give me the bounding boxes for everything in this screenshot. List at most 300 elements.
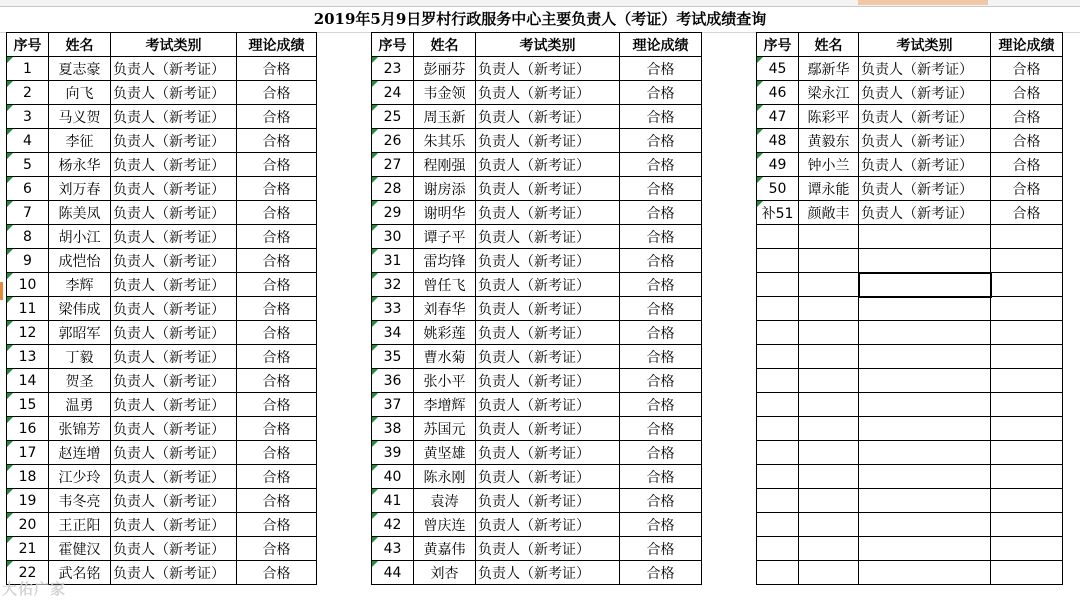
empty-cell[interactable] xyxy=(757,465,799,489)
row-number[interactable] xyxy=(372,561,414,585)
empty-cell[interactable] xyxy=(799,273,859,297)
row-number[interactable] xyxy=(7,465,49,489)
empty-cell[interactable] xyxy=(991,273,1063,297)
row-score[interactable]: 合格 xyxy=(237,561,317,585)
empty-cell[interactable] xyxy=(859,345,991,369)
row-score[interactable]: 合格 xyxy=(620,297,702,321)
row-name[interactable]: 陈彩平 xyxy=(799,105,859,129)
row-score[interactable]: 合格 xyxy=(620,57,702,81)
table-row[interactable] xyxy=(7,297,317,321)
row-name[interactable]: 杨永华 xyxy=(49,153,111,177)
empty-cell[interactable] xyxy=(757,537,799,561)
row-score[interactable]: 合格 xyxy=(237,489,317,513)
row-score[interactable]: 合格 xyxy=(237,57,317,81)
row-score[interactable]: 合格 xyxy=(237,153,317,177)
row-score[interactable]: 合格 xyxy=(237,465,317,489)
header-score[interactable]: 理论成绩 xyxy=(237,33,317,57)
table-row[interactable] xyxy=(372,513,702,537)
row-name[interactable]: 曾任飞 xyxy=(414,273,476,297)
row-number[interactable] xyxy=(7,537,49,561)
table-row[interactable] xyxy=(7,105,317,129)
row-number[interactable] xyxy=(7,441,49,465)
empty-cell[interactable] xyxy=(757,297,799,321)
empty-cell[interactable] xyxy=(991,537,1063,561)
empty-cell[interactable] xyxy=(799,321,859,345)
row-name[interactable]: 成恺怡 xyxy=(49,249,111,273)
row-score[interactable]: 合格 xyxy=(620,465,702,489)
row-exam-type[interactable]: 负责人（新考证） xyxy=(476,249,620,273)
row-exam-type[interactable]: 负责人（新考证） xyxy=(111,225,237,249)
header-exam-type[interactable]: 考试类别 xyxy=(476,33,620,57)
empty-cell[interactable] xyxy=(859,321,991,345)
row-name[interactable]: 程刚强 xyxy=(414,153,476,177)
row-exam-type[interactable]: 负责人（新考证） xyxy=(476,441,620,465)
row-name[interactable]: 谭子平 xyxy=(414,225,476,249)
table-row[interactable] xyxy=(7,201,317,225)
row-exam-type[interactable]: 负责人（新考证） xyxy=(111,105,237,129)
row-name[interactable]: 苏国元 xyxy=(414,417,476,441)
table-row[interactable] xyxy=(372,345,702,369)
row-exam-type[interactable]: 负责人（新考证） xyxy=(111,393,237,417)
empty-cell[interactable] xyxy=(799,393,859,417)
row-exam-type[interactable]: 负责人（新考证） xyxy=(476,537,620,561)
row-score[interactable]: 合格 xyxy=(620,249,702,273)
row-score[interactable]: 合格 xyxy=(620,153,702,177)
row-exam-type[interactable]: 负责人（新考证） xyxy=(476,81,620,105)
header-score[interactable]: 理论成绩 xyxy=(620,33,702,57)
row-name[interactable]: 张小平 xyxy=(414,369,476,393)
row-name[interactable]: 谢明华 xyxy=(414,201,476,225)
header-name[interactable]: 姓名 xyxy=(799,33,859,57)
table-row[interactable] xyxy=(757,153,1063,177)
table-row[interactable] xyxy=(7,393,317,417)
row-name[interactable]: 曹水菊 xyxy=(414,345,476,369)
row-name[interactable]: 韦金领 xyxy=(414,81,476,105)
table-row[interactable] xyxy=(372,489,702,513)
empty-cell[interactable] xyxy=(799,345,859,369)
row-number[interactable] xyxy=(7,177,49,201)
row-name[interactable]: 曾庆连 xyxy=(414,513,476,537)
header-no[interactable]: 序号 xyxy=(372,33,414,57)
empty-cell[interactable] xyxy=(757,369,799,393)
row-name[interactable]: 陈美凤 xyxy=(49,201,111,225)
row-exam-type[interactable]: 负责人（新考证） xyxy=(476,225,620,249)
row-score[interactable]: 合格 xyxy=(237,273,317,297)
row-name[interactable]: 武名铭 xyxy=(49,561,111,585)
table-row[interactable] xyxy=(372,201,702,225)
row-exam-type[interactable]: 负责人（新考证） xyxy=(476,345,620,369)
row-name[interactable]: 谢房添 xyxy=(414,177,476,201)
row-number[interactable] xyxy=(372,345,414,369)
table-row[interactable] xyxy=(372,57,702,81)
empty-cell[interactable] xyxy=(859,537,991,561)
header-no[interactable]: 序号 xyxy=(7,33,49,57)
empty-cell[interactable] xyxy=(799,561,859,585)
empty-cell[interactable] xyxy=(799,513,859,537)
row-exam-type[interactable]: 负责人（新考证） xyxy=(476,321,620,345)
row-score[interactable]: 合格 xyxy=(237,105,317,129)
row-score[interactable]: 合格 xyxy=(237,513,317,537)
row-exam-type[interactable]: 负责人（新考证） xyxy=(859,153,991,177)
empty-cell[interactable] xyxy=(991,297,1063,321)
empty-cell[interactable] xyxy=(991,489,1063,513)
table-row[interactable] xyxy=(7,249,317,273)
row-score[interactable]: 合格 xyxy=(620,441,702,465)
row-name[interactable]: 朱其乐 xyxy=(414,129,476,153)
row-name[interactable]: 彭丽芬 xyxy=(414,57,476,81)
empty-cell[interactable] xyxy=(757,441,799,465)
empty-cell[interactable] xyxy=(799,417,859,441)
table-row[interactable] xyxy=(757,177,1063,201)
empty-cell[interactable] xyxy=(859,393,991,417)
row-number[interactable] xyxy=(372,489,414,513)
row-exam-type[interactable]: 负责人（新考证） xyxy=(476,129,620,153)
empty-cell[interactable] xyxy=(991,465,1063,489)
row-name[interactable]: 梁永江 xyxy=(799,81,859,105)
empty-cell[interactable] xyxy=(799,465,859,489)
table-row[interactable] xyxy=(372,417,702,441)
empty-cell[interactable] xyxy=(799,297,859,321)
table-row[interactable] xyxy=(7,81,317,105)
row-score[interactable]: 合格 xyxy=(991,153,1063,177)
empty-cell[interactable] xyxy=(991,249,1063,273)
row-number[interactable] xyxy=(372,249,414,273)
empty-cell[interactable] xyxy=(799,489,859,513)
row-name[interactable]: 温勇 xyxy=(49,393,111,417)
table-row[interactable] xyxy=(372,177,702,201)
table-row[interactable] xyxy=(7,345,317,369)
table-row[interactable] xyxy=(372,561,702,585)
empty-cell[interactable] xyxy=(991,225,1063,249)
row-score[interactable]: 合格 xyxy=(620,417,702,441)
row-exam-type[interactable]: 负责人（新考证） xyxy=(111,177,237,201)
empty-cell[interactable] xyxy=(859,441,991,465)
table-row[interactable] xyxy=(372,321,702,345)
row-score[interactable]: 合格 xyxy=(237,177,317,201)
empty-cell[interactable] xyxy=(757,561,799,585)
table-row[interactable] xyxy=(7,177,317,201)
row-exam-type[interactable]: 负责人（新考证） xyxy=(859,105,991,129)
row-score[interactable]: 合格 xyxy=(620,105,702,129)
row-score[interactable]: 合格 xyxy=(620,345,702,369)
row-number[interactable] xyxy=(7,249,49,273)
row-exam-type[interactable]: 负责人（新考证） xyxy=(476,561,620,585)
row-score[interactable]: 合格 xyxy=(237,297,317,321)
empty-cell[interactable] xyxy=(799,537,859,561)
table-row[interactable] xyxy=(757,201,1063,225)
header-score[interactable]: 理论成绩 xyxy=(991,33,1063,57)
row-score[interactable]: 合格 xyxy=(237,249,317,273)
empty-cell[interactable] xyxy=(757,321,799,345)
row-number[interactable] xyxy=(372,225,414,249)
empty-cell[interactable] xyxy=(799,369,859,393)
row-number[interactable] xyxy=(372,417,414,441)
table-row[interactable] xyxy=(7,57,317,81)
table-row[interactable] xyxy=(372,393,702,417)
row-score[interactable]: 合格 xyxy=(620,129,702,153)
row-exam-type[interactable]: 负责人（新考证） xyxy=(111,441,237,465)
row-score[interactable]: 合格 xyxy=(620,321,702,345)
row-exam-type[interactable]: 负责人（新考证） xyxy=(476,465,620,489)
row-exam-type[interactable]: 负责人（新考证） xyxy=(111,513,237,537)
table-row[interactable] xyxy=(372,297,702,321)
empty-cell[interactable] xyxy=(859,225,991,249)
empty-cell[interactable] xyxy=(859,297,991,321)
row-score[interactable]: 合格 xyxy=(237,81,317,105)
row-name[interactable]: 胡小江 xyxy=(49,225,111,249)
row-number[interactable] xyxy=(757,177,799,201)
row-name[interactable]: 张锦芳 xyxy=(49,417,111,441)
row-name[interactable]: 黄毅东 xyxy=(799,129,859,153)
row-name[interactable]: 郭昭军 xyxy=(49,321,111,345)
table-row[interactable] xyxy=(7,489,317,513)
row-number[interactable] xyxy=(372,321,414,345)
row-score[interactable]: 合格 xyxy=(991,105,1063,129)
row-name[interactable]: 李征 xyxy=(49,129,111,153)
row-name[interactable]: 韦冬亮 xyxy=(49,489,111,513)
table-row[interactable] xyxy=(757,81,1063,105)
row-exam-type[interactable]: 负责人（新考证） xyxy=(859,177,991,201)
row-name[interactable]: 刘春华 xyxy=(414,297,476,321)
row-name[interactable]: 雷均锋 xyxy=(414,249,476,273)
row-name[interactable]: 黄坚雄 xyxy=(414,441,476,465)
row-exam-type[interactable]: 负责人（新考证） xyxy=(476,273,620,297)
row-name[interactable]: 姚彩莲 xyxy=(414,321,476,345)
empty-cell[interactable] xyxy=(757,393,799,417)
row-score[interactable]: 合格 xyxy=(620,201,702,225)
row-exam-type[interactable]: 负责人（新考证） xyxy=(111,489,237,513)
table-row[interactable] xyxy=(7,513,317,537)
row-score[interactable]: 合格 xyxy=(991,201,1063,225)
empty-cell[interactable] xyxy=(757,273,799,297)
empty-cell[interactable] xyxy=(799,249,859,273)
row-number[interactable] xyxy=(757,105,799,129)
row-name[interactable]: 丁毅 xyxy=(49,345,111,369)
header-exam-type[interactable]: 考试类别 xyxy=(859,33,991,57)
row-number[interactable] xyxy=(372,369,414,393)
header-name[interactable]: 姓名 xyxy=(414,33,476,57)
row-exam-type[interactable]: 负责人（新考证） xyxy=(859,201,991,225)
row-exam-type[interactable]: 负责人（新考证） xyxy=(111,561,237,585)
row-score[interactable]: 合格 xyxy=(237,417,317,441)
row-number[interactable] xyxy=(372,441,414,465)
header-no[interactable]: 序号 xyxy=(757,33,799,57)
row-name[interactable]: 陈永刚 xyxy=(414,465,476,489)
row-name[interactable]: 周玉新 xyxy=(414,105,476,129)
table-row[interactable] xyxy=(372,369,702,393)
row-exam-type[interactable]: 负责人（新考证） xyxy=(859,57,991,81)
row-score[interactable]: 合格 xyxy=(620,393,702,417)
row-score[interactable]: 合格 xyxy=(620,489,702,513)
row-score[interactable]: 合格 xyxy=(237,393,317,417)
row-name[interactable]: 刘杏 xyxy=(414,561,476,585)
row-number[interactable] xyxy=(757,153,799,177)
row-score[interactable]: 合格 xyxy=(237,537,317,561)
row-exam-type[interactable]: 负责人（新考证） xyxy=(111,369,237,393)
row-number[interactable] xyxy=(7,105,49,129)
table-row[interactable] xyxy=(7,537,317,561)
table-row[interactable] xyxy=(7,153,317,177)
row-number[interactable] xyxy=(372,537,414,561)
row-number[interactable] xyxy=(372,513,414,537)
row-exam-type[interactable]: 负责人（新考证） xyxy=(476,393,620,417)
empty-cell[interactable] xyxy=(859,369,991,393)
row-score[interactable]: 合格 xyxy=(237,441,317,465)
row-name[interactable]: 王正阳 xyxy=(49,513,111,537)
row-exam-type[interactable]: 负责人（新考证） xyxy=(859,81,991,105)
empty-cell[interactable] xyxy=(859,249,991,273)
empty-cell[interactable] xyxy=(757,345,799,369)
row-exam-type[interactable]: 负责人（新考证） xyxy=(476,177,620,201)
empty-cell[interactable] xyxy=(799,225,859,249)
header-exam-type[interactable]: 考试类别 xyxy=(111,33,237,57)
row-exam-type[interactable]: 负责人（新考证） xyxy=(111,153,237,177)
row-name[interactable]: 李增辉 xyxy=(414,393,476,417)
table-row[interactable] xyxy=(372,81,702,105)
empty-cell[interactable] xyxy=(991,561,1063,585)
empty-cell[interactable] xyxy=(859,513,991,537)
row-exam-type[interactable]: 负责人（新考证） xyxy=(111,201,237,225)
row-number[interactable] xyxy=(757,81,799,105)
row-name[interactable]: 刘万春 xyxy=(49,177,111,201)
row-number[interactable] xyxy=(372,465,414,489)
row-score[interactable]: 合格 xyxy=(991,57,1063,81)
table-row[interactable] xyxy=(372,153,702,177)
row-score[interactable]: 合格 xyxy=(620,537,702,561)
row-score[interactable]: 合格 xyxy=(991,81,1063,105)
table-row[interactable] xyxy=(7,321,317,345)
table-row[interactable] xyxy=(7,417,317,441)
empty-cell[interactable] xyxy=(991,393,1063,417)
table-row[interactable] xyxy=(372,129,702,153)
row-score[interactable]: 合格 xyxy=(237,369,317,393)
table-row[interactable] xyxy=(372,273,702,297)
table-row[interactable] xyxy=(372,249,702,273)
row-number[interactable] xyxy=(7,417,49,441)
empty-cell[interactable] xyxy=(991,321,1063,345)
row-number[interactable] xyxy=(757,201,799,225)
empty-cell[interactable] xyxy=(859,561,991,585)
table-row[interactable] xyxy=(372,225,702,249)
row-name[interactable]: 谭永能 xyxy=(799,177,859,201)
row-score[interactable]: 合格 xyxy=(620,273,702,297)
empty-cell[interactable] xyxy=(757,513,799,537)
table-row[interactable] xyxy=(757,105,1063,129)
row-name[interactable]: 梁伟成 xyxy=(49,297,111,321)
row-number[interactable] xyxy=(7,153,49,177)
row-score[interactable]: 合格 xyxy=(620,81,702,105)
row-exam-type[interactable]: 负责人（新考证） xyxy=(111,417,237,441)
row-number[interactable] xyxy=(372,297,414,321)
row-score[interactable]: 合格 xyxy=(237,345,317,369)
row-number[interactable] xyxy=(372,393,414,417)
empty-cell[interactable] xyxy=(859,417,991,441)
empty-cell[interactable] xyxy=(757,417,799,441)
row-number[interactable] xyxy=(372,201,414,225)
header-name[interactable]: 姓名 xyxy=(49,33,111,57)
row-name[interactable]: 江少玲 xyxy=(49,465,111,489)
row-score[interactable]: 合格 xyxy=(991,129,1063,153)
row-name[interactable]: 贺圣 xyxy=(49,369,111,393)
empty-cell[interactable] xyxy=(859,273,991,297)
row-name[interactable]: 钟小兰 xyxy=(799,153,859,177)
row-exam-type[interactable]: 负责人（新考证） xyxy=(111,273,237,297)
table-row[interactable] xyxy=(372,441,702,465)
row-name[interactable]: 袁涛 xyxy=(414,489,476,513)
table-row[interactable] xyxy=(7,369,317,393)
row-name[interactable]: 马义贺 xyxy=(49,105,111,129)
empty-cell[interactable] xyxy=(859,465,991,489)
row-number[interactable] xyxy=(7,225,49,249)
row-exam-type[interactable]: 负责人（新考证） xyxy=(859,129,991,153)
table-row[interactable] xyxy=(757,129,1063,153)
row-number[interactable] xyxy=(7,129,49,153)
row-exam-type[interactable]: 负责人（新考证） xyxy=(476,513,620,537)
row-score[interactable]: 合格 xyxy=(620,513,702,537)
table-row[interactable] xyxy=(372,465,702,489)
row-exam-type[interactable]: 负责人（新考证） xyxy=(476,369,620,393)
row-name[interactable]: 夏志豪 xyxy=(49,57,111,81)
row-score[interactable]: 合格 xyxy=(237,201,317,225)
row-score[interactable]: 合格 xyxy=(237,225,317,249)
table-row[interactable] xyxy=(757,57,1063,81)
row-number[interactable] xyxy=(372,177,414,201)
row-number[interactable] xyxy=(7,489,49,513)
row-number[interactable] xyxy=(372,153,414,177)
row-score[interactable]: 合格 xyxy=(620,561,702,585)
row-score[interactable]: 合格 xyxy=(620,177,702,201)
empty-cell[interactable] xyxy=(991,369,1063,393)
empty-cell[interactable] xyxy=(757,249,799,273)
row-number[interactable] xyxy=(372,129,414,153)
empty-cell[interactable] xyxy=(991,417,1063,441)
row-number[interactable] xyxy=(372,57,414,81)
row-name[interactable]: 鄢新华 xyxy=(799,57,859,81)
row-number[interactable] xyxy=(7,369,49,393)
row-exam-type[interactable]: 负责人（新考证） xyxy=(111,57,237,81)
row-number[interactable] xyxy=(7,81,49,105)
row-number[interactable] xyxy=(372,273,414,297)
empty-cell[interactable] xyxy=(991,513,1063,537)
row-number[interactable] xyxy=(7,201,49,225)
row-score[interactable]: 合格 xyxy=(991,177,1063,201)
row-exam-type[interactable]: 负责人（新考证） xyxy=(476,153,620,177)
empty-cell[interactable] xyxy=(859,489,991,513)
row-name[interactable]: 向飞 xyxy=(49,81,111,105)
empty-cell[interactable] xyxy=(799,441,859,465)
row-name[interactable]: 霍健汉 xyxy=(49,537,111,561)
row-exam-type[interactable]: 负责人（新考证） xyxy=(476,297,620,321)
table-row[interactable] xyxy=(7,225,317,249)
empty-cell[interactable] xyxy=(991,345,1063,369)
row-score[interactable]: 合格 xyxy=(620,225,702,249)
row-exam-type[interactable]: 负责人（新考证） xyxy=(111,249,237,273)
row-exam-type[interactable]: 负责人（新考证） xyxy=(476,417,620,441)
row-name[interactable]: 黄嘉伟 xyxy=(414,537,476,561)
table-row[interactable] xyxy=(372,537,702,561)
table-row[interactable] xyxy=(7,273,317,297)
row-score[interactable]: 合格 xyxy=(237,129,317,153)
row-name[interactable]: 颜敞丰 xyxy=(799,201,859,225)
row-exam-type[interactable]: 负责人（新考证） xyxy=(111,537,237,561)
row-score[interactable]: 合格 xyxy=(237,321,317,345)
row-name[interactable]: 李辉 xyxy=(49,273,111,297)
empty-cell[interactable] xyxy=(757,489,799,513)
table-row[interactable] xyxy=(7,441,317,465)
row-exam-type[interactable]: 负责人（新考证） xyxy=(111,345,237,369)
empty-cell[interactable] xyxy=(757,225,799,249)
row-name[interactable]: 赵连增 xyxy=(49,441,111,465)
